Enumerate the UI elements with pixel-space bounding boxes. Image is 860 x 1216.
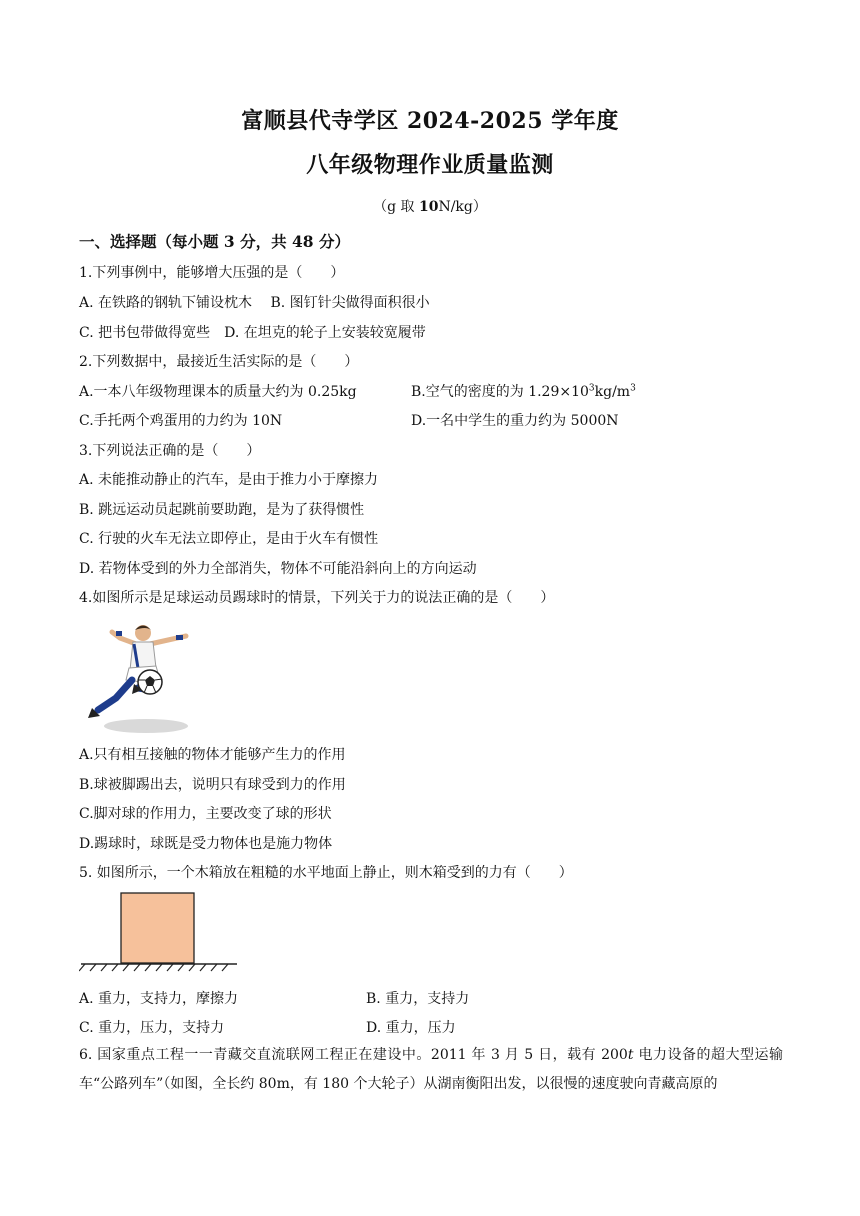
q2-option-b-unit: kg/m <box>594 384 631 400</box>
q1-stem: 1.下列事例中，能够增大压强的是（ ） <box>79 265 345 281</box>
hatch-mark <box>178 964 184 971</box>
player-shadow <box>104 719 188 733</box>
q6-text-unit: t <box>627 1047 634 1063</box>
soccer-player-image <box>76 618 206 736</box>
q6-text <box>79 1041 783 1099</box>
hatch-mark <box>156 964 162 971</box>
q4-option-c: C.脚对球的作用力，主要改变了球的形状 <box>79 806 332 822</box>
q3-option-b: B. 跳远运动员起跳前要助跑，是为了获得惯性 <box>79 502 365 518</box>
q2-option-b-exp2: 3 <box>630 383 636 394</box>
q2-stem: 2.下列数据中，最接近生活实际的是（ ） <box>79 354 359 370</box>
wooden-box-figure <box>79 890 239 972</box>
q3-stem: 3.下列说法正确的是（ ） <box>79 443 261 459</box>
q5-option-c: C. 重力，压力，支持力 <box>79 1020 225 1036</box>
q2-option-d: D.一名中学生的重力约为 5000N <box>411 413 619 429</box>
hatch-mark <box>222 964 228 971</box>
q5-option-b: B. 重力，支持力 <box>366 991 470 1007</box>
q5-option-d: D. 重力，压力 <box>366 1020 456 1036</box>
q6-text-end: 电力设备的超大型运输车“公路列车”（如图，全长约 80m，有 180 个大轮子）从湖南衡阳出发，以很慢的速度驶向青藏高原的 <box>79 1047 783 1092</box>
q2-option-a: A.一本八年级物理课本的质量大约为 0.25kg <box>79 384 357 400</box>
hatch-mark <box>189 964 195 971</box>
wooden-box <box>121 893 194 963</box>
hatch-mark <box>211 964 217 971</box>
hatch-mark <box>101 964 107 971</box>
gravity-note-value: 10 <box>418 199 439 215</box>
hatch-mark <box>134 964 140 971</box>
q3-option-d: D. 若物体受到的外力全部消失，物体不可能沿斜向上的方向运动 <box>79 561 477 577</box>
q2-option-b <box>411 381 636 401</box>
ground-hatching <box>79 964 228 971</box>
q3-option-a: A. 未能推动静止的汽车，是由于推力小于摩擦力 <box>79 472 379 488</box>
section-heading: 一、选择题（每小题 3 分，共 48 分） <box>79 232 350 251</box>
q2-option-b-text: B.空气的密度的为 1.29×10 <box>411 384 589 400</box>
q4-option-b: B.球被脚踢出去，说明只有球受到力的作用 <box>79 777 346 793</box>
q1-options-cd: C. 把书包带做得宽些 D. 在坦克的轮子上安装较宽履带 <box>79 325 426 341</box>
hatch-mark <box>112 964 118 971</box>
gravity-note-prefix: （g 取 <box>373 199 419 215</box>
hatch-mark <box>167 964 173 971</box>
q2-option-b-exp1: 3 <box>588 383 595 394</box>
q2-option-c: C.手托两个鸡蛋用的力约为 10N <box>79 413 283 429</box>
q6-text-start: 6. 国家重点工程一一青藏交直流联网工程正在建设中。2011 年 3 月 5 日，载有 200 <box>79 1047 628 1063</box>
q4-stem: 4.如图所示是足球运动员踢球时的情景，下列关于力的说法正确的是（ ） <box>79 590 555 606</box>
exam-title-line2: 八年级物理作业质量监测 <box>306 152 554 178</box>
gravity-note <box>0 196 860 216</box>
q4-option-a: A.只有相互接触的物体才能够产生力的作用 <box>79 747 346 763</box>
exam-title-line1: 富顺县代寺学区 2024-2025 学年度 <box>241 108 619 134</box>
q4-option-d: D.踢球时，球既是受力物体也是施力物体 <box>79 836 333 852</box>
hatch-mark <box>79 964 85 971</box>
hatch-mark <box>200 964 206 971</box>
hatch-mark <box>123 964 129 971</box>
hatch-mark <box>145 964 151 971</box>
q5-option-a: A. 重力，支持力，摩擦力 <box>79 991 239 1007</box>
hatch-mark <box>90 964 96 971</box>
q1-options-ab: A. 在铁路的钢轨下铺设枕木 B. 图钉针尖做得面积很小 <box>79 295 430 311</box>
gravity-note-suffix: N/kg） <box>438 199 487 215</box>
q3-option-c: C. 行驶的火车无法立即停止，是由于火车有惯性 <box>79 531 379 547</box>
q5-stem: 5. 如图所示，一个木箱放在粗糙的水平地面上静止，则木箱受到的力有（ ） <box>79 865 573 881</box>
